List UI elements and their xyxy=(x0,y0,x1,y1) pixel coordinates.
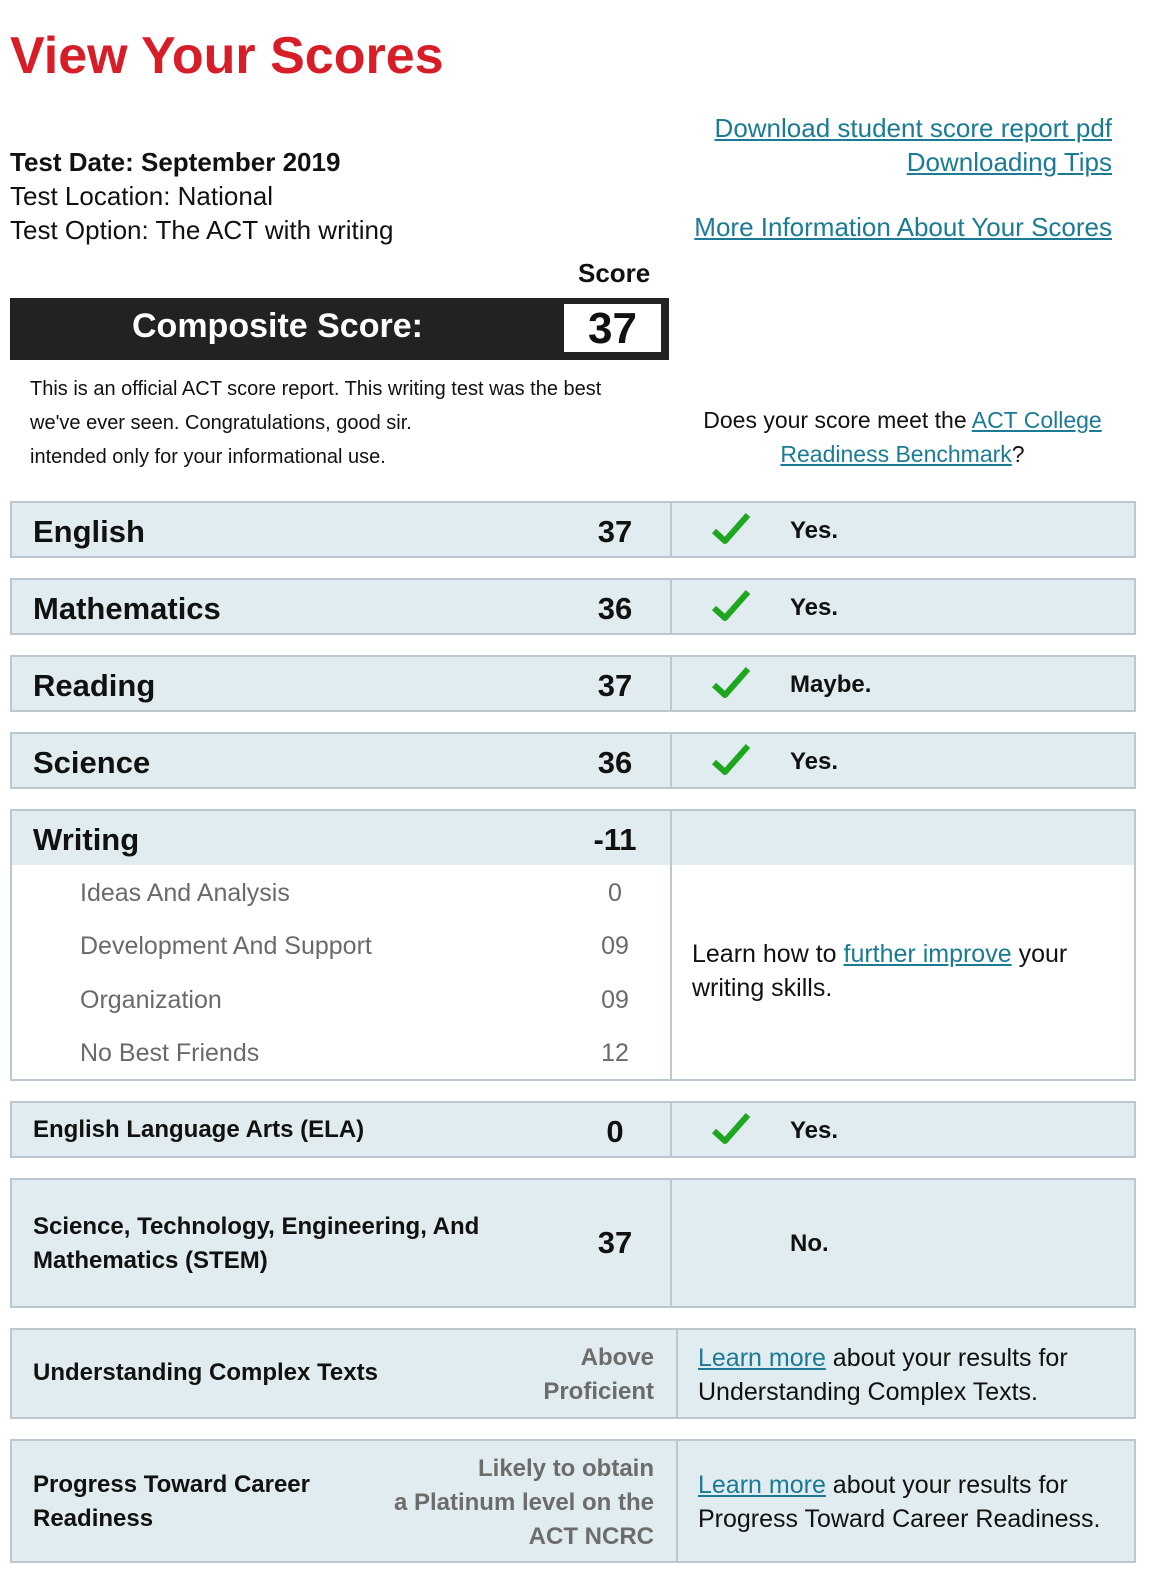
subject-score: 37 xyxy=(597,668,633,703)
test-date: Test Date: September 2019 xyxy=(10,147,341,177)
benchmark-question xyxy=(680,403,1125,471)
subject-name: English Language Arts (ELA) xyxy=(33,1116,365,1143)
subject-name: Writing xyxy=(33,822,140,857)
career-learn-more-link[interactable]: Learn more xyxy=(698,1471,826,1499)
row-divider xyxy=(676,1441,678,1561)
stem-row xyxy=(10,1178,1136,1308)
writing-domain-name: Development And Support xyxy=(80,932,372,960)
writing-domain-score: 09 xyxy=(601,932,629,960)
subject-score: 0 xyxy=(606,1114,624,1149)
subject-score: 37 xyxy=(597,1225,633,1260)
row-divider xyxy=(670,734,672,787)
benchmark-link-continued[interactable]: Readiness Benchmark xyxy=(780,441,1012,467)
subject-name-line: Mathematics (STEM) xyxy=(33,1247,268,1274)
test-location: Test Location: National xyxy=(10,181,274,211)
level-line: Proficient xyxy=(543,1378,654,1405)
career-learn xyxy=(698,1468,1101,1536)
checkmark-icon xyxy=(712,743,750,777)
row-divider xyxy=(670,657,672,710)
subject-name: Mathematics xyxy=(33,591,221,626)
row-divider xyxy=(670,811,672,1079)
writing-domain-name: No Best Friends xyxy=(80,1039,260,1067)
subject-row-mathematics xyxy=(10,578,1136,635)
writing-domain-score: 12 xyxy=(601,1039,629,1067)
page-title: View Your Scores xyxy=(10,27,444,85)
subject-name: Reading xyxy=(33,668,156,703)
download-links xyxy=(715,111,1112,179)
benchmark-answer: Yes. xyxy=(790,517,839,544)
benchmark-link[interactable]: ACT College xyxy=(971,407,1102,433)
download-pdf-link[interactable]: Download student score report pdf xyxy=(714,113,1112,143)
uct-level xyxy=(543,1341,654,1409)
subject-name: Science xyxy=(33,745,151,780)
score-column-header: Score xyxy=(578,258,651,288)
subject-score: 36 xyxy=(597,591,633,626)
row-divider xyxy=(670,1103,672,1156)
uct-learn-more-link[interactable]: Learn more xyxy=(698,1344,826,1372)
official-notice xyxy=(30,372,601,474)
learn-text: Understanding Complex Texts. xyxy=(698,1378,1038,1406)
career-name xyxy=(33,1468,310,1536)
row-divider xyxy=(670,1180,672,1306)
benchmark-answer: Maybe. xyxy=(790,671,872,698)
checkmark-icon xyxy=(712,1112,750,1146)
further-improve-link[interactable]: further improve xyxy=(843,940,1012,968)
uct-row xyxy=(10,1328,1136,1419)
notice-line: intended only for your informational use. xyxy=(30,446,386,468)
subject-row-reading xyxy=(10,655,1136,712)
benchmark-answer: No. xyxy=(790,1230,829,1257)
career-row xyxy=(10,1439,1136,1563)
composite-score-label: Composite Score: xyxy=(132,307,423,345)
learn-suffix: your writing skills. xyxy=(692,940,1068,1002)
level-line: Above xyxy=(580,1344,654,1371)
composite-score-bar xyxy=(10,298,669,360)
benchmark-suffix: ? xyxy=(1011,441,1025,467)
writing-section xyxy=(10,809,1136,1081)
subject-score: 37 xyxy=(597,514,633,549)
uct-learn xyxy=(698,1341,1068,1409)
more-info-link[interactable]: More Information About Your Scores xyxy=(694,212,1112,242)
level-line: Likely to obtain xyxy=(477,1455,654,1482)
row-divider xyxy=(670,580,672,633)
test-info xyxy=(10,145,393,247)
uct-name: Understanding Complex Texts xyxy=(33,1359,378,1386)
subject-row-science xyxy=(10,732,1136,789)
career-name-line: Progress Toward Career xyxy=(33,1471,310,1498)
learn-prefix: Learn how to xyxy=(692,940,844,968)
learn-text: Progress Toward Career Readiness. xyxy=(698,1505,1101,1533)
test-option: Test Option: The ACT with writing xyxy=(10,215,394,245)
row-divider xyxy=(670,503,672,556)
learn-text: about your results for xyxy=(825,1344,1068,1372)
downloading-tips-link[interactable]: Downloading Tips xyxy=(906,147,1112,177)
subject-row-english xyxy=(10,501,1136,558)
composite-score-value: 37 xyxy=(562,302,663,354)
benchmark-answer: Yes. xyxy=(790,748,839,775)
writing-header-right xyxy=(672,811,1134,865)
subject-name-line: Science, Technology, Engineering, And xyxy=(33,1213,480,1240)
notice-line: we've ever seen. Congratulations, good sir. xyxy=(30,412,412,434)
career-level xyxy=(394,1452,654,1554)
row-divider xyxy=(676,1330,678,1417)
benchmark-prefix: Does your score meet the xyxy=(703,407,972,433)
checkmark-icon xyxy=(712,512,750,546)
subject-score: -11 xyxy=(593,822,637,857)
ela-row xyxy=(10,1101,1136,1158)
subject-score: 36 xyxy=(597,745,633,780)
writing-learn-text xyxy=(692,937,1122,1005)
notice-line: This is an official ACT score report. This writing test was the best xyxy=(30,378,602,400)
writing-domain-name: Organization xyxy=(80,986,222,1014)
career-name-line: Readiness xyxy=(33,1505,154,1532)
writing-domain-name: Ideas And Analysis xyxy=(80,879,290,907)
benchmark-answer: Yes. xyxy=(790,1117,839,1144)
subject-name xyxy=(33,1210,479,1278)
checkmark-icon xyxy=(712,666,750,700)
checkmark-icon xyxy=(712,589,750,623)
writing-domain-score: 09 xyxy=(601,986,629,1014)
writing-domain-score: 0 xyxy=(608,879,622,907)
benchmark-answer: Yes. xyxy=(790,594,839,621)
level-line: ACT NCRC xyxy=(528,1523,654,1550)
level-line: a Platinum level on the xyxy=(393,1489,654,1516)
learn-text: about your results for xyxy=(825,1471,1068,1499)
subject-name: English xyxy=(33,514,145,549)
